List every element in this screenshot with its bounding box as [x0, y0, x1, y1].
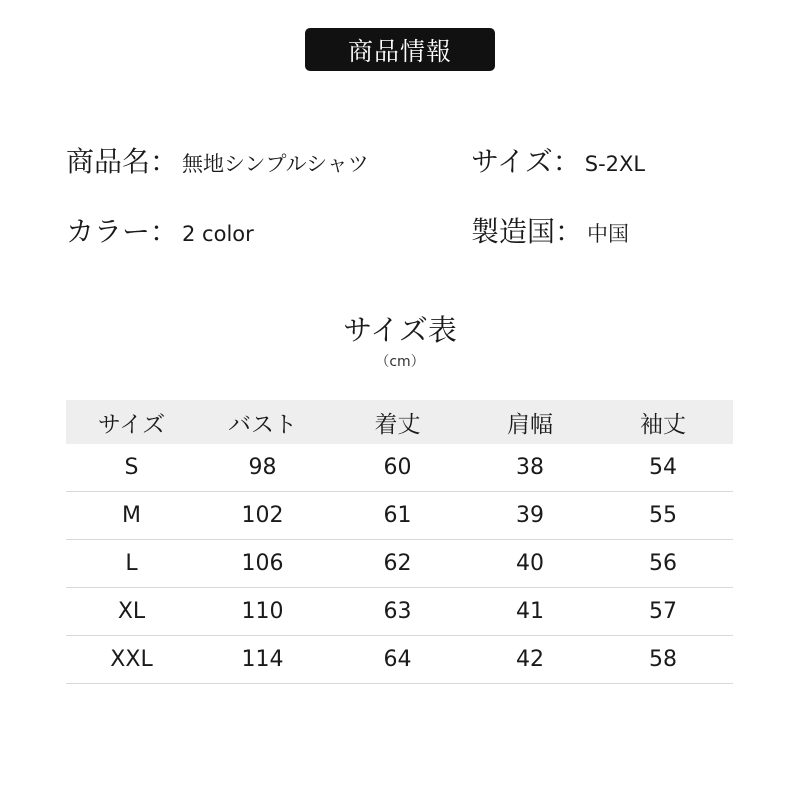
product-name-label: 商品名： — [66, 145, 179, 178]
product-info-title: 商品情報 — [347, 36, 452, 66]
color-label: カラー： — [66, 215, 179, 248]
color-row — [66, 210, 254, 250]
table-cell-shoulder: 41 — [467, 588, 593, 636]
table-cell-sleeve: 55 — [593, 492, 733, 540]
origin-label: 製造国： — [471, 215, 584, 248]
table-cell-shoulder: 40 — [467, 540, 593, 588]
product-name-value: 無地シンプルシャツ — [182, 152, 369, 176]
table-row — [66, 636, 733, 684]
origin-value: 中国 — [587, 222, 630, 246]
table-cell-size: XL — [66, 588, 197, 636]
table-cell-sleeve: 58 — [593, 636, 733, 684]
table-cell-shoulder: 42 — [467, 636, 593, 684]
table-cell-sleeve: 56 — [593, 540, 733, 588]
origin-row — [471, 210, 629, 250]
table-cell-bust: 106 — [197, 540, 328, 588]
size-range-value: S-2XL — [584, 152, 646, 176]
column-header-length: 着丈 — [328, 400, 467, 444]
column-header-sleeve: 袖丈 — [593, 400, 733, 444]
table-cell-shoulder: 39 — [467, 492, 593, 540]
table-cell-bust: 114 — [197, 636, 328, 684]
table-cell-length: 61 — [328, 492, 467, 540]
size-table — [66, 400, 733, 684]
column-header-bust: バスト — [197, 400, 328, 444]
size-range-label: サイズ： — [471, 145, 581, 178]
table-cell-length: 60 — [328, 444, 467, 492]
table-cell-size: L — [66, 540, 197, 588]
size-chart-title: サイズ表 — [343, 313, 457, 347]
table-cell-length: 63 — [328, 588, 467, 636]
table-cell-length: 62 — [328, 540, 467, 588]
size-chart-unit: （cm） — [375, 354, 425, 370]
table-row — [66, 444, 733, 492]
table-row — [66, 540, 733, 588]
table-cell-sleeve: 57 — [593, 588, 733, 636]
size-table-header-row — [66, 400, 733, 444]
table-row — [66, 588, 733, 636]
table-cell-sleeve: 54 — [593, 444, 733, 492]
table-cell-length: 64 — [328, 636, 467, 684]
table-cell-bust: 98 — [197, 444, 328, 492]
table-cell-shoulder: 38 — [467, 444, 593, 492]
column-header-size: サイズ — [66, 400, 197, 444]
table-cell-bust: 102 — [197, 492, 328, 540]
table-cell-size: S — [66, 444, 197, 492]
product-name-row — [66, 140, 369, 180]
table-cell-size: XXL — [66, 636, 197, 684]
size-range-row — [471, 140, 645, 180]
product-info-header — [305, 28, 495, 71]
table-cell-size: M — [66, 492, 197, 540]
table-row — [66, 492, 733, 540]
table-cell-bust: 110 — [197, 588, 328, 636]
color-value: 2 color — [182, 222, 254, 246]
column-header-shoulder: 肩幅 — [467, 400, 593, 444]
